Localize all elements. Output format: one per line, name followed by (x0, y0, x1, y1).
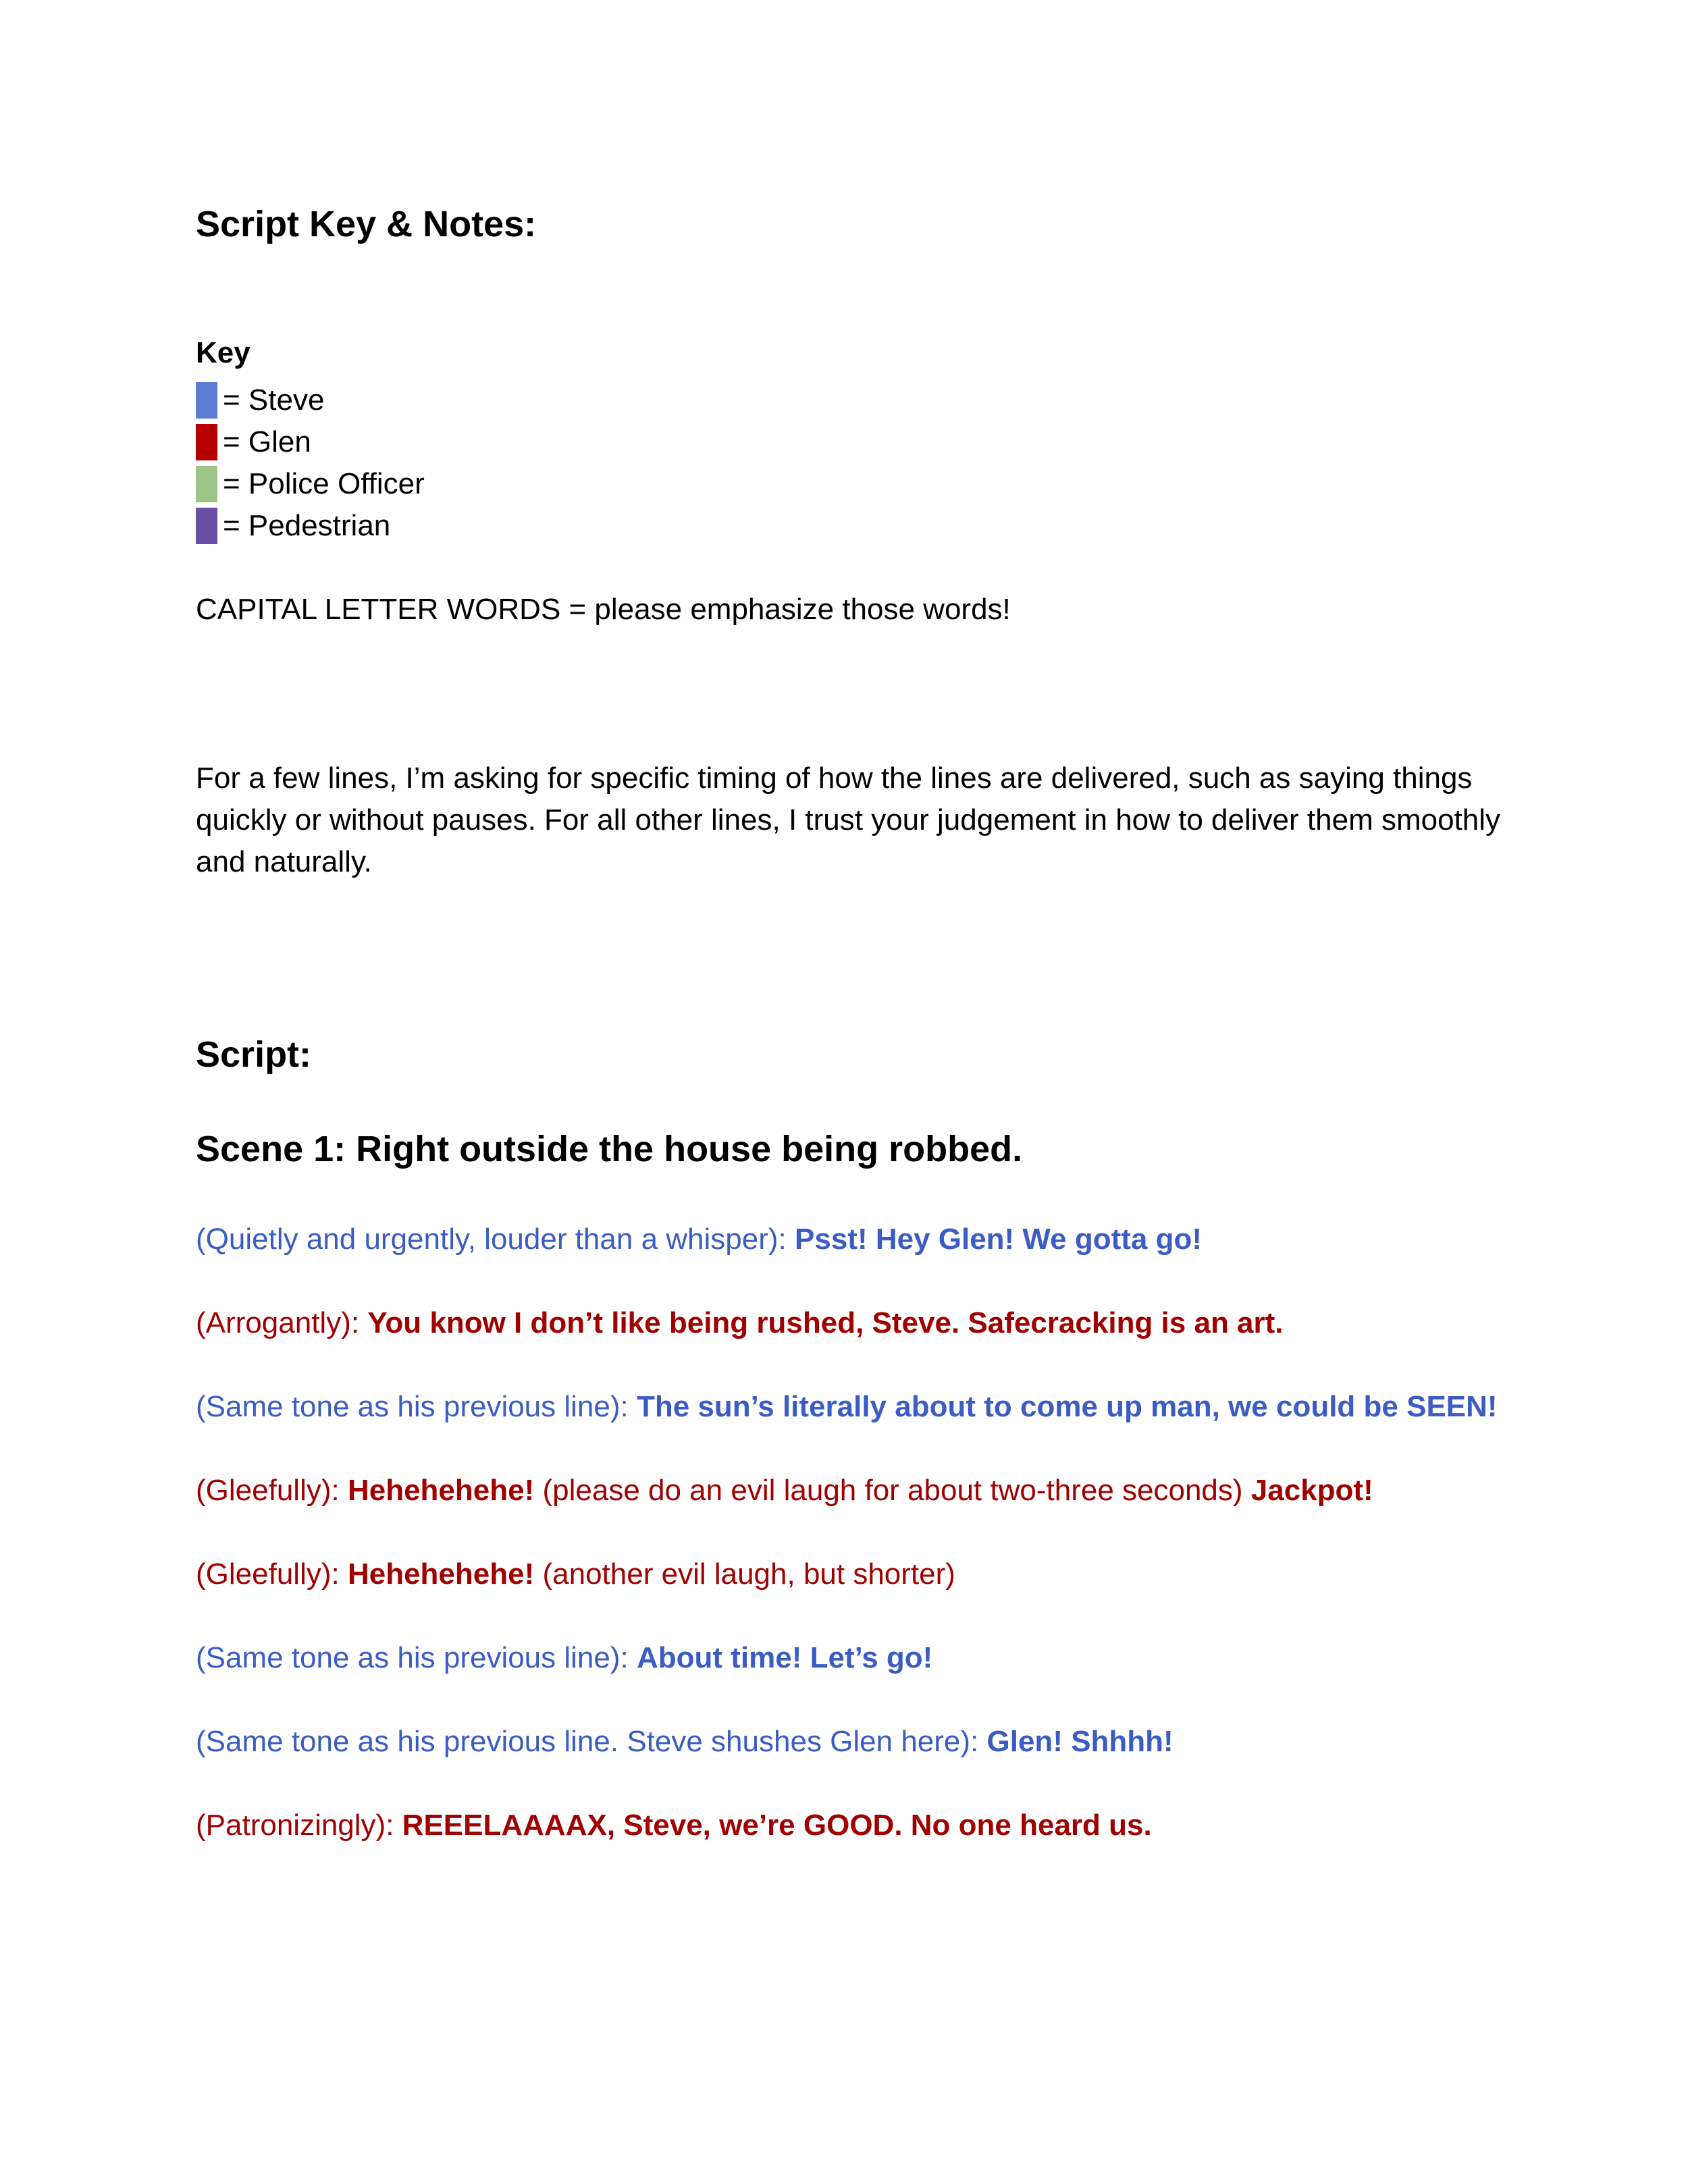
dialogue-text: The sun’s literally about to come up man, we could be SEEN! (636, 1390, 1498, 1423)
stage-direction: (Quietly and urgently, louder than a whisper): (196, 1223, 787, 1256)
script-line-glen (196, 1304, 1284, 1342)
dialogue-text: Jackpot! (1250, 1474, 1373, 1507)
script-line-glen (196, 1807, 1152, 1844)
stage-direction: (Gleefully): (196, 1474, 340, 1507)
key-item-pedestrian (196, 507, 390, 545)
key-item-police-officer (196, 465, 425, 503)
script-line-steve (196, 1221, 1202, 1258)
color-swatch-steve (196, 382, 217, 419)
stage-direction: (Arrogantly): (196, 1306, 360, 1339)
stage-direction: (Same tone as his previous line): (196, 1390, 629, 1423)
stage-direction: (Same tone as his previous line): (196, 1641, 629, 1674)
dialogue-text: Psst! Hey Glen! We gotta go! (795, 1223, 1203, 1256)
script-line-steve (196, 1723, 1173, 1761)
stage-direction: (another evil laugh, but shorter) (542, 1557, 955, 1591)
script-line-steve (196, 1388, 1498, 1426)
key-label: = Steve (223, 383, 325, 417)
key-item-glen (196, 423, 311, 461)
script-line-glen (196, 1555, 955, 1593)
notes-heading: Script Key & Notes: (196, 204, 537, 244)
stage-direction: (Gleefully): (196, 1557, 340, 1591)
dialogue-text: REEELAAAAX, Steve, we’re GOOD. No one heard us. (402, 1809, 1152, 1842)
dialogue-text: Glen! Shhhh! (986, 1725, 1173, 1758)
stage-direction: (Patronizingly): (196, 1809, 394, 1842)
color-swatch-glen (196, 424, 217, 460)
script-line-steve (196, 1639, 932, 1677)
key-title: Key (196, 336, 250, 369)
stage-direction: (please do an evil laugh for about two-three seconds) (542, 1474, 1243, 1507)
dialogue-text: You know I don’t like being rushed, Steve. Safecracking is an art. (367, 1306, 1284, 1339)
color-swatch-police-officer (196, 466, 217, 502)
dialogue-text: Hehehehehe! (347, 1557, 535, 1591)
key-label: = Police Officer (223, 467, 425, 500)
key-label: = Pedestrian (223, 509, 391, 542)
scene-title: Scene 1: Right outside the house being robbed. (196, 1129, 1023, 1169)
script-line-glen (196, 1472, 1373, 1510)
caps-note: CAPITAL LETTER WORDS = please emphasize those words! (196, 593, 1011, 626)
key-label: = Glen (223, 425, 311, 458)
dialogue-text: Hehehehehe! (347, 1474, 535, 1507)
script-heading: Script: (196, 1034, 312, 1075)
stage-direction: (Same tone as his previous line. Steve shushes Glen here): (196, 1725, 979, 1758)
dialogue-text: About time! Let’s go! (636, 1641, 933, 1674)
timing-note: For a few lines, I’m asking for specific timing of how the lines are delivered, such as saying things quickly or without pauses. For all other lines, I trust your judgement in how to deliver them smoothly and naturally. (196, 762, 1501, 878)
key-item-steve (196, 381, 324, 419)
color-swatch-pedestrian (196, 508, 217, 544)
